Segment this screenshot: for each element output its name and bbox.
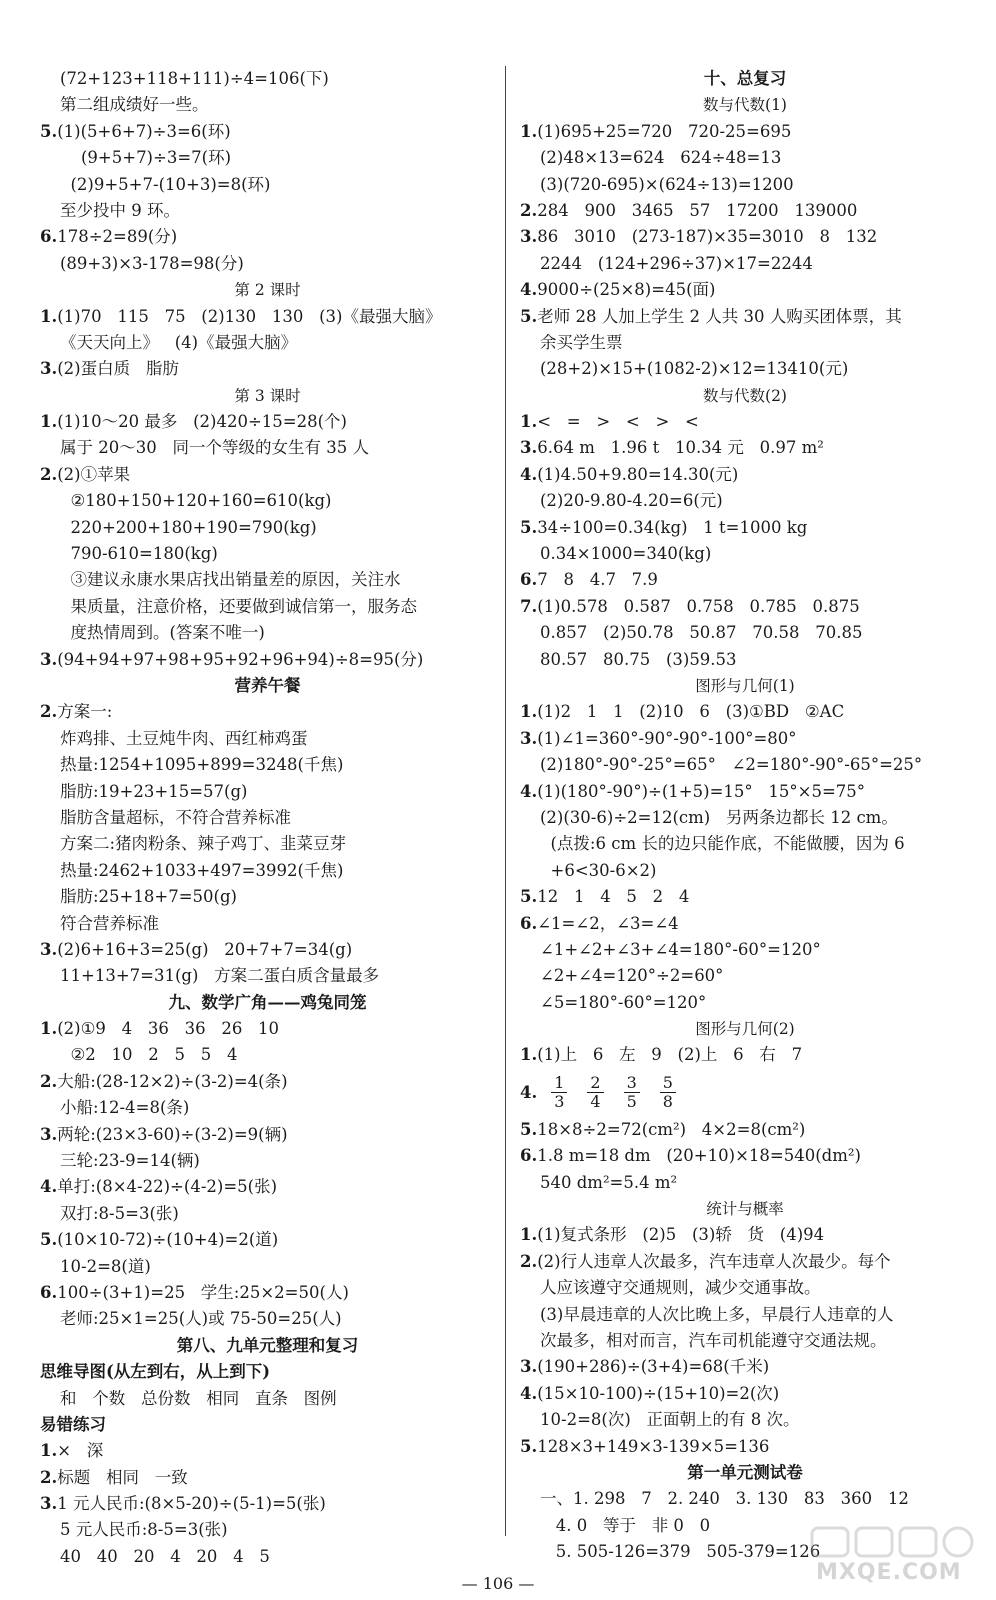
answer-text: (点拨:6 cm 长的边只能作底，不能做腰，因为 6 xyxy=(540,834,905,854)
item-number: 3. xyxy=(40,1124,58,1144)
answer-line xyxy=(40,66,495,92)
answer-line xyxy=(520,1407,970,1433)
answer-text: 至少投中 9 环。 xyxy=(60,200,180,220)
item-number: 7. xyxy=(520,596,538,616)
answer-line xyxy=(40,198,495,224)
answer-line xyxy=(40,435,495,461)
answer-line xyxy=(520,172,970,198)
answer-line xyxy=(40,1491,495,1517)
answer-text: 三轮:23-9=14(辆) xyxy=(60,1151,200,1171)
answer-text: (1)(5+6+7)÷3=6(环) xyxy=(57,121,231,141)
answer-line xyxy=(40,1174,495,1200)
item-number: 1. xyxy=(520,121,538,141)
fraction xyxy=(587,1074,603,1111)
fraction-denominator: 5 xyxy=(626,1092,637,1112)
answer-text: 《天天向上》 (4)《最强大脑》 xyxy=(60,332,298,352)
answer-line xyxy=(520,435,970,461)
answer-text: 脂肪:25+18+7=50(g) xyxy=(60,887,237,907)
subsection-title: 图形与几何(2) xyxy=(695,1020,795,1039)
answer-line xyxy=(520,515,970,541)
item-number: 5. xyxy=(520,887,538,907)
answer-text: ∠2+∠4=120°÷2=60° xyxy=(540,966,724,986)
answer-line xyxy=(520,1434,970,1460)
item-number: 1. xyxy=(520,1225,538,1245)
answer-line xyxy=(520,990,970,1016)
answer-text: 6.64 m 1.96 t 10.34 元 0.97 m² xyxy=(537,438,824,458)
answer-text: ③建议永康水果店找出销量差的原因，关注水 xyxy=(60,570,401,590)
item-number: 5. xyxy=(520,517,538,537)
answer-text: (94+94+97+98+95+92+96+94)÷8=95(分) xyxy=(57,649,424,669)
subsection-title: 第 3 课时 xyxy=(234,386,301,405)
answer-text: 一、1. 298 7 2. 240 3. 130 83 360 12 xyxy=(540,1489,909,1509)
answer-text: 老师 28 人加上学生 2 人共 30 人购买团体票，其 xyxy=(537,306,902,326)
item-number: 3. xyxy=(40,359,58,379)
answer-line xyxy=(40,172,495,198)
answer-text: (1)上 6 左 9 (2)上 6 右 7 xyxy=(537,1045,803,1065)
answer-line xyxy=(40,963,495,989)
fraction-numerator: 5 xyxy=(660,1074,676,1093)
answer-line xyxy=(40,251,495,277)
watermark-logo xyxy=(808,1524,986,1594)
answer-text: 脂肪:19+23+15=57(g) xyxy=(60,781,248,801)
answer-text: (1)2 1 1 (2)10 6 (3)①BD ②AC xyxy=(537,702,845,722)
answer-text: 人应该遵守交通规则，减少交通事故。 xyxy=(540,1278,821,1298)
answer-text: 7 8 4.7 7.9 xyxy=(537,570,658,590)
section-title: 十、总复习 xyxy=(703,69,787,88)
answer-line xyxy=(40,911,495,937)
answer-text: 标题 相同 一致 xyxy=(57,1467,188,1487)
item-number: 6. xyxy=(520,1146,538,1166)
item-number: 3. xyxy=(520,728,538,748)
answer-text: (3)(720-695)×(624÷13)=1200 xyxy=(540,174,794,194)
fraction xyxy=(624,1074,640,1111)
answer-text: (2)行人违章人次最多，汽车违章人次最少。每个 xyxy=(537,1251,891,1271)
answer-line xyxy=(40,779,495,805)
answer-text: (28+2)×15+(1082-2)×12=13410(元) xyxy=(540,359,849,379)
answer-line xyxy=(520,858,970,884)
answer-line xyxy=(520,145,970,171)
item-number: 1. xyxy=(520,412,538,432)
answer-text: 0.34×1000=340(kg) xyxy=(540,544,712,564)
answer-text: 34÷100=0.34(kg) 1 t=1000 kg xyxy=(537,517,808,537)
answer-line xyxy=(40,752,495,778)
item-number: 2. xyxy=(520,200,538,220)
answer-text: (1)∠1=360°-90°-90°-100°=80° xyxy=(537,728,797,748)
answer-line xyxy=(520,1275,970,1301)
answer-text: 40 40 20 4 20 4 5 xyxy=(60,1546,270,1566)
answer-line xyxy=(520,647,970,673)
item-number: 5. xyxy=(520,1119,538,1139)
answer-line xyxy=(520,462,970,488)
answer-line xyxy=(520,541,970,567)
answer-line xyxy=(520,1117,970,1143)
answer-line xyxy=(40,1386,495,1412)
answer-line xyxy=(40,1016,495,1042)
item-number: 5. xyxy=(40,121,58,141)
answer-line xyxy=(520,963,970,989)
answer-line xyxy=(520,1042,970,1068)
answer-text: (2)20-9.80-4.20=6(元) xyxy=(540,491,723,511)
answer-line xyxy=(520,119,970,145)
item-number: 3. xyxy=(40,1494,58,1514)
answer-text: 方案二:猪肉粉条、辣子鸡丁、韭菜豆芽 xyxy=(60,834,347,854)
answer-line xyxy=(40,1069,495,1095)
answer-text: 18×8÷2=72(cm²) 4×2=8(cm²) xyxy=(537,1119,806,1139)
answer-line xyxy=(520,1328,970,1354)
answer-line xyxy=(40,831,495,857)
answer-line xyxy=(520,726,970,752)
answer-text: 11+13+7=31(g) 方案二蛋白质含量最多 xyxy=(60,966,380,986)
item-number: 3. xyxy=(520,1357,538,1377)
item-number: 2. xyxy=(520,1251,538,1271)
answer-text: (1)70 115 75 (2)130 130 (3)《最强大脑》 xyxy=(57,306,442,326)
answer-line xyxy=(40,1095,495,1121)
item-number: 1. xyxy=(40,306,58,326)
answer-text: (1)695+25=720 720-25=695 xyxy=(537,121,792,141)
answer-line xyxy=(520,567,970,593)
item-number: 3. xyxy=(520,227,538,247)
answer-line xyxy=(40,541,495,567)
answer-line xyxy=(40,620,495,646)
answer-text: (2)48×13=624 624÷48=13 xyxy=(540,148,782,168)
answer-line xyxy=(520,1222,970,1248)
answer-text: 10-2=8(道) xyxy=(60,1256,151,1276)
answer-text: < = > < > < xyxy=(537,412,699,432)
fraction-numerator: 3 xyxy=(624,1074,640,1093)
answer-line xyxy=(520,884,970,910)
item-number: 5. xyxy=(520,1436,538,1456)
answer-line xyxy=(40,1465,495,1491)
item-number: 2. xyxy=(40,464,58,484)
answer-line xyxy=(40,567,495,593)
answer-line xyxy=(520,911,970,937)
answer-text: 12 1 4 5 2 4 xyxy=(537,887,690,907)
answer-text: (72+123+118+111)÷4=106(下) xyxy=(60,69,329,88)
answer-text: (2)①苹果 xyxy=(57,464,131,484)
answer-text: 余买学生票 xyxy=(540,332,623,352)
item-number: 2. xyxy=(40,1071,58,1091)
answer-line xyxy=(520,251,970,277)
item-number: 2. xyxy=(40,1467,58,1487)
section-title: 第八、九单元整理和复习 xyxy=(176,1335,359,1355)
answer-text: (3)早晨违章的人次比晚上多，早晨行人违章的人 xyxy=(540,1304,894,1324)
item-number: 3. xyxy=(40,939,58,959)
answer-text: 4. 0 等于 非 0 0 xyxy=(540,1515,711,1535)
answer-line xyxy=(40,119,495,145)
column-divider xyxy=(505,66,506,1536)
section-heading: 思维导图(从左到右，从上到下) xyxy=(40,1362,271,1382)
answer-text: 炸鸡排、土豆炖牛肉、西红柿鸡蛋 xyxy=(60,728,308,748)
answer-line xyxy=(520,831,970,857)
answer-text: 两轮:(23×3-60)÷(3-2)=9(辆) xyxy=(57,1124,288,1144)
page-number: — 106 — xyxy=(461,1574,535,1593)
answer-text: 540 dm²=5.4 m² xyxy=(540,1172,678,1192)
item-number: 1. xyxy=(40,1019,58,1039)
answer-line xyxy=(520,277,970,303)
item-number: 4. xyxy=(40,1177,58,1197)
item-number: 4. xyxy=(520,280,538,300)
answer-text: × 深 xyxy=(57,1441,104,1461)
fraction-denominator: 4 xyxy=(590,1092,601,1112)
answer-line xyxy=(40,1544,495,1570)
answer-text: (2)蛋白质 脂肪 xyxy=(57,359,179,379)
answer-line xyxy=(40,224,495,250)
answer-text: +6<30-6×2) xyxy=(540,860,657,880)
answer-line xyxy=(40,937,495,963)
answer-text: 1.8 m=18 dm (20+10)×18=540(dm²) xyxy=(537,1146,861,1166)
answer-text: (9+5+7)÷3=7(环) xyxy=(60,148,232,168)
answer-text: (89+3)×3-178=98(分) xyxy=(60,253,244,273)
answer-text: 度热情周到。(答案不唯一) xyxy=(60,623,265,643)
answer-line xyxy=(40,1042,495,1068)
answer-line xyxy=(520,1249,970,1275)
answer-text: 和 个数 总份数 相同 直条 图例 xyxy=(60,1388,337,1408)
answer-line xyxy=(520,752,970,778)
answer-line xyxy=(40,1438,495,1464)
answer-text: 小船:12-4=8(条) xyxy=(60,1098,190,1118)
item-number: 4. xyxy=(520,1383,538,1403)
answer-text: 属于 20～30 同一个等级的女生有 35 人 xyxy=(60,438,369,458)
watermark-text: MXQE.COM xyxy=(816,1560,962,1585)
answer-text: (190+286)÷(3+4)=68(千米) xyxy=(537,1357,770,1377)
answer-line xyxy=(520,488,970,514)
subsection-title: 图形与几何(1) xyxy=(695,676,795,695)
left-column xyxy=(40,66,495,1570)
answer-text: 双打:8-5=3(张) xyxy=(60,1203,179,1223)
section-title: 营养午餐 xyxy=(234,675,301,695)
item-number: 5. xyxy=(40,1230,58,1250)
answer-line xyxy=(40,647,495,673)
subsection-title: 第 2 课时 xyxy=(234,281,301,300)
answer-line xyxy=(40,356,495,382)
answer-line xyxy=(40,92,495,118)
item-number: 5. xyxy=(520,306,538,326)
answer-line xyxy=(520,224,970,250)
answer-text: 次最多，相对而言，汽车司机能遵守交通法规。 xyxy=(540,1330,887,1350)
answer-line xyxy=(520,1170,970,1196)
answer-line xyxy=(520,805,970,831)
answer-line xyxy=(40,304,495,330)
answer-text: 100÷(3+1)=25 学生:25×2=50(人) xyxy=(57,1282,349,1302)
fraction-denominator: 3 xyxy=(554,1092,565,1112)
answer-line xyxy=(520,1486,970,1512)
answer-line xyxy=(40,145,495,171)
item-number: 1. xyxy=(520,702,538,722)
fraction-row xyxy=(520,1069,970,1117)
answer-text: 9000÷(25×8)=45(面) xyxy=(537,280,716,300)
answer-line xyxy=(520,779,970,805)
answer-text: 热量:2462+1033+497=3992(千焦) xyxy=(60,860,344,880)
answer-line xyxy=(40,330,495,356)
fraction-denominator: 8 xyxy=(662,1092,673,1112)
answer-line xyxy=(40,515,495,541)
answer-text: 果质量，注意价格，还要做到诚信第一，服务态 xyxy=(60,596,417,616)
fraction xyxy=(551,1074,567,1111)
item-number: 6. xyxy=(40,1282,58,1302)
item-number: 1. xyxy=(40,412,58,432)
section-title: 第一单元测试卷 xyxy=(687,1462,803,1482)
answer-line xyxy=(40,699,495,725)
answer-text: 2244 (124+296÷37)×17=2244 xyxy=(540,253,813,273)
answer-text: 老师:25×1=25(人)或 75-50=25(人) xyxy=(60,1309,342,1329)
answer-text: 128×3+149×3-139×5=136 xyxy=(537,1436,770,1456)
answer-line xyxy=(40,462,495,488)
answer-text: 大船:(28-12×2)÷(3-2)=4(条) xyxy=(57,1071,288,1091)
answer-line xyxy=(520,198,970,224)
item-number: 3. xyxy=(520,438,538,458)
answer-line xyxy=(40,884,495,910)
answer-line xyxy=(40,488,495,514)
answer-line xyxy=(40,409,495,435)
answer-line xyxy=(520,330,970,356)
item-number: 4. xyxy=(520,1083,538,1103)
answer-line xyxy=(520,1143,970,1169)
fraction xyxy=(660,1074,676,1111)
answer-text: 第二组成绩好一些。 xyxy=(60,95,209,115)
right-column xyxy=(520,66,970,1565)
answer-text: (2)①9 4 36 36 26 10 xyxy=(57,1019,280,1039)
answer-text: (1)(180°-90°)÷(1+5)=15° 15°×5=75° xyxy=(537,781,866,801)
answer-text: 86 3010 (273-187)×35=3010 8 132 xyxy=(537,227,878,247)
answer-text: 方案一: xyxy=(57,702,113,722)
answer-text: (15×10-100)÷(15+10)=2(次) xyxy=(537,1383,780,1403)
answer-text: (1)0.578 0.587 0.758 0.785 0.875 xyxy=(537,596,860,616)
answer-text: (1)4.50+9.80=14.30(元) xyxy=(537,464,739,484)
answer-text: 220+200+180+190=790(kg) xyxy=(60,517,317,537)
answer-text: ∠5=180°-60°=120° xyxy=(540,992,707,1012)
subsection-title: 数与代数(1) xyxy=(703,96,787,115)
item-number: 2. xyxy=(40,702,58,722)
answer-text: ②180+150+120+160=610(kg) xyxy=(60,491,332,511)
answer-line xyxy=(520,304,970,330)
answer-line xyxy=(520,1381,970,1407)
answer-line xyxy=(40,805,495,831)
answer-text: (2)6+16+3=25(g) 20+7+7=34(g) xyxy=(57,939,353,959)
answer-text: 符合营养标准 xyxy=(60,913,159,933)
item-number: 6. xyxy=(520,913,538,933)
answer-line xyxy=(520,620,970,646)
item-number: 1. xyxy=(40,1441,58,1461)
section-title: 九、数学广角——鸡兔同笼 xyxy=(168,992,367,1012)
answer-line xyxy=(40,1148,495,1174)
answer-text: 单打:(8×4-22)÷(4-2)=5(张) xyxy=(57,1177,278,1197)
answer-line xyxy=(40,1306,495,1332)
answer-text: 10-2=8(次) 正面朝上的有 8 次。 xyxy=(540,1410,800,1430)
answer-line xyxy=(40,594,495,620)
answer-line xyxy=(40,1254,495,1280)
item-number: 4. xyxy=(520,781,538,801)
answer-text: ②2 10 2 5 5 4 xyxy=(60,1045,238,1065)
answer-text: ∠1=∠2，∠3=∠4 xyxy=(537,913,679,933)
answer-text: (2)9+5+7-(10+3)=8(环) xyxy=(60,174,271,194)
subsection-title: 统计与概率 xyxy=(706,1200,784,1219)
section-heading: 易错练习 xyxy=(40,1414,106,1434)
item-number: 4. xyxy=(520,464,538,484)
answer-text: (2)180°-90°-25°=65° ∠2=180°-90°-65°=25° xyxy=(540,755,923,775)
answer-text: ∠1+∠2+∠3+∠4=180°-60°=120° xyxy=(540,939,821,959)
answer-text: 80.57 80.75 (3)59.53 xyxy=(540,649,737,669)
answer-line xyxy=(520,1354,970,1380)
answer-text: 5 元人民币:8-5=3(张) xyxy=(60,1520,228,1540)
answer-text: 脂肪含量超标，不符合营养标准 xyxy=(60,807,291,827)
answer-text: (10×10-72)÷(10+4)=2(道) xyxy=(57,1230,279,1250)
answer-line xyxy=(40,858,495,884)
answer-text: 178÷2=89(分) xyxy=(57,227,178,247)
answer-line xyxy=(40,726,495,752)
fraction-numerator: 1 xyxy=(551,1074,567,1093)
answer-text: (1)10～20 最多 (2)420÷15=28(个) xyxy=(57,412,347,432)
answer-text: 1 元人民币:(8×5-20)÷(5-1)=5(张) xyxy=(57,1494,326,1514)
answer-text: 热量:1254+1095+899=3248(千焦) xyxy=(60,755,344,775)
answer-line xyxy=(520,594,970,620)
subsection-title: 数与代数(2) xyxy=(703,386,787,405)
answer-line xyxy=(40,1227,495,1253)
answer-line xyxy=(520,937,970,963)
answer-text: 0.857 (2)50.78 50.87 70.58 70.85 xyxy=(540,623,863,643)
answer-text: (1)复式条形 (2)5 (3)轿 货 (4)94 xyxy=(537,1225,825,1245)
answer-text: (2)(30-6)÷2=12(cm) 另两条边都长 12 cm。 xyxy=(540,807,898,827)
answer-text: 284 900 3465 57 17200 139000 xyxy=(537,200,858,220)
answer-line xyxy=(520,356,970,382)
answer-line xyxy=(40,1122,495,1148)
answer-line xyxy=(520,699,970,725)
answer-text: 790-610=180(kg) xyxy=(60,544,218,564)
answer-line xyxy=(40,1280,495,1306)
item-number: 3. xyxy=(40,649,58,669)
item-number: 6. xyxy=(40,227,58,247)
answer-line xyxy=(40,1201,495,1227)
fraction-numerator: 2 xyxy=(587,1074,603,1093)
item-number: 6. xyxy=(520,570,538,590)
item-number: 1. xyxy=(520,1045,538,1065)
answer-line xyxy=(40,1517,495,1543)
answer-text: 5. 505-126=379 505-379=126 xyxy=(540,1542,821,1562)
answer-line xyxy=(520,1302,970,1328)
answer-line xyxy=(520,409,970,435)
